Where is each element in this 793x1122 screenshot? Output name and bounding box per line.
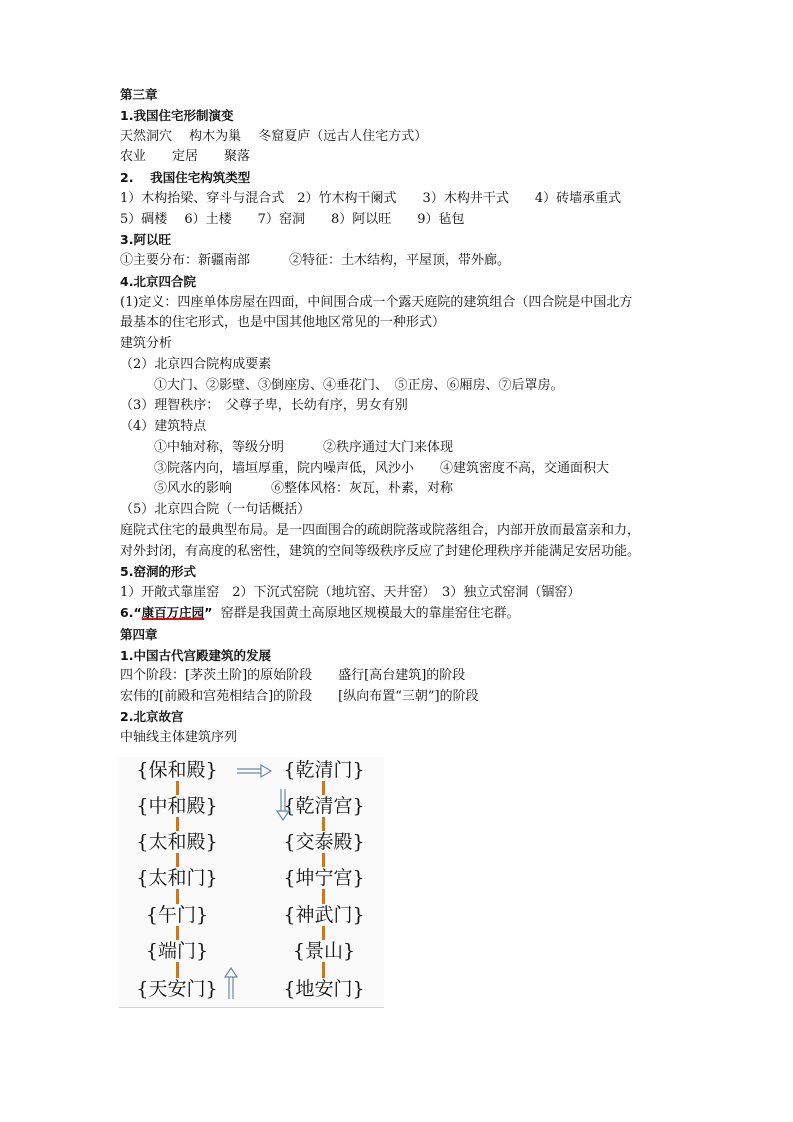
building-label: {天安门} [136,978,218,1000]
heading-prefix: 6.“ [120,605,142,620]
building-label: {端门} [145,940,209,962]
section-heading: 2. 我国住宅构筑类型 [120,170,251,185]
left-axis-building [117,977,237,1001]
kang-estate-desc: 窑群是我国黄土高原地区规模最大的靠崖窑住宅群。 [220,606,520,621]
section-heading: 4.北京四合院 [120,274,196,289]
left-axis-building [117,866,237,890]
building-label: {交泰殿} [283,831,365,853]
text-line: 庭院式住宅的最典型布局。是一四面围合的疏朗院落或院落组合，内部开放而最富亲和力， [120,523,641,538]
central-axis-diagram [119,757,384,1008]
text-line: 中轴线主体建筑序列 [120,730,238,745]
section-heading: 第三章 [120,87,158,102]
text-line: 四个阶段：[茅茨土阶]的原始阶段 盛行[高台建筑]的阶段 [120,668,466,683]
text-line: ①大门、②影壁、③倒座房、④垂花门、 ⑤正房、⑥厢房、⑦后罩房。 [154,378,564,393]
text-line: 农业 定居 聚落 [120,149,251,164]
building-label: {乾清宫} [283,795,365,817]
text-line: （2）北京四合院构成要素 [120,357,272,372]
building-label: {坤宁宫} [283,867,365,889]
section-heading: 第四章 [120,627,158,642]
left-axis-building [117,794,237,818]
text-line: （5）北京四合院（一句话概括） [120,502,311,517]
up-arrow-icon [223,967,239,1001]
text-line: (1)定义：四座单体房屋在四面，中间围合成一个露天庭院的建筑组合（四合院是中国北方 [120,295,633,310]
building-label: {神武门} [283,904,365,926]
section-heading: 1.中国古代宫殿建筑的发展 [120,648,271,663]
right-axis-building [264,866,384,890]
text-line: 最基本的住宅形式，也是中国其他地区常见的一种形式） [120,315,446,330]
left-axis-building [117,903,237,927]
section-heading: 3.阿以旺 [120,232,171,247]
text-line: 对外封闭，有高度的私密性，建筑的空间等级秩序反应了封建伦理秩序并能满足安居功能。 [120,544,641,559]
left-axis-building [117,830,237,854]
right-axis-building [264,758,384,782]
text-line: （4）建筑特点 [120,419,207,434]
left-axis-building [117,758,237,782]
building-label: {地安门} [283,978,365,1000]
building-label: {太和门} [136,867,218,889]
right-axis-building [264,939,384,963]
right-arrow-icon [235,763,273,779]
building-label: {太和殿} [136,831,218,853]
text-line: 5）碉楼 6）土楼 7）窑洞 8）阿以旺 9）毡包 [120,212,465,227]
text-line: （3）理智秩序： 父尊子卑，长幼有序，男女有别 [120,398,408,413]
text-line: 天然洞穴 构木为巢 冬窟夏庐（远古人住宅方式） [120,129,428,144]
text-line: 建筑分析 [120,336,173,351]
building-label: {中和殿} [136,795,218,817]
text-line: 1）木构抬梁、穿斗与混合式 2）竹木构干阑式 3）木构井干式 4）砖墙承重式 [120,191,622,206]
building-label: {景山} [292,940,356,962]
kang-estate-name: 康百万庄园 [141,605,205,620]
building-label: {乾清门} [283,759,365,781]
section-heading: 2.北京故宫 [120,709,184,724]
left-axis-building [117,939,237,963]
text-line-kang-estate [120,604,520,623]
text-line: 宏伟的[前殿和宫苑相结合]的阶段 [纵向布置“三朝”]的阶段 [120,689,479,704]
text-line: ①主要分布：新疆南部 ②特征：土木结构，平屋顶，带外廊。 [120,253,511,268]
heading-suffix: ” [204,605,213,620]
right-axis-building [264,903,384,927]
right-axis-building [264,830,384,854]
text-line: 1）开敞式靠崖窑 2）下沉式窑院（地坑窑、天井窑） 3）独立式窑洞（锢窑） [120,585,581,600]
section-heading: 1.我国住宅形制演变 [120,108,234,123]
building-label: {午门} [145,904,209,926]
building-label: {保和殿} [136,759,218,781]
right-axis-building [264,977,384,1001]
text-line: ①中轴对称，等级分明 ②秩序通过大门来体现 [154,440,454,455]
text-line: ③院落内向，墙垣厚重，院内噪声低，风沙小 ④建筑密度不高，交通面积大 [154,461,610,476]
section-heading: 5.窑洞的形式 [120,564,196,579]
down-arrow-icon [275,787,291,821]
text-line: ⑤风水的影响 ⑥整体风格：灰瓦，朴素，对称 [154,481,454,496]
